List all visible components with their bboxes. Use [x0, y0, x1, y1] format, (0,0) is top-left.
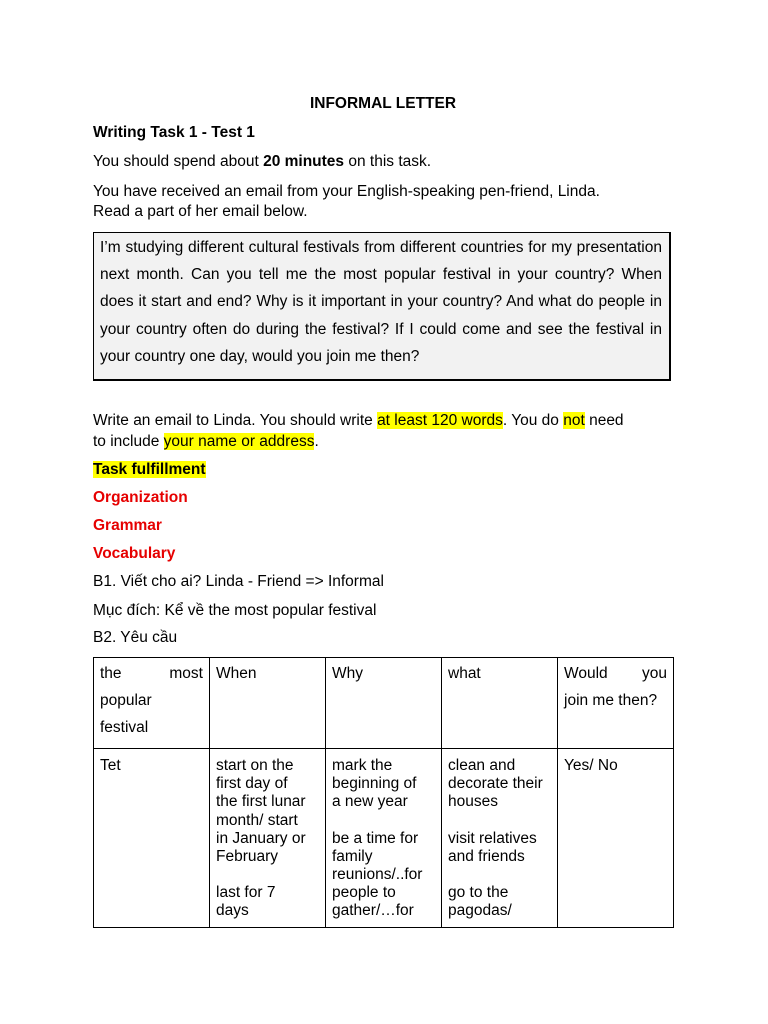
- table-row: [94, 749, 674, 928]
- table-header-row: [94, 658, 674, 749]
- cell-what: clean and decorate their houses visit relatives and friends go to the pagodas/: [442, 749, 558, 928]
- highlight-word-count: at least 120 words: [377, 412, 503, 429]
- criterion-grammar: Grammar: [93, 517, 162, 534]
- criterion-organization: Organization: [93, 489, 188, 506]
- cell-festival: Tet: [94, 749, 210, 928]
- requirements-table: [93, 657, 674, 928]
- email-excerpt-box: [93, 232, 671, 381]
- highlight-not: not: [563, 412, 585, 429]
- highlight-name-address: your name or address: [163, 433, 315, 450]
- document-title: INFORMAL LETTER: [309, 95, 457, 112]
- criterion-vocabulary: Vocabulary: [93, 545, 176, 562]
- instruction-line-2: to include your name or address.: [93, 433, 319, 450]
- cell-join: Yes/ No: [558, 749, 674, 928]
- time-amount: 20 minutes: [263, 153, 345, 170]
- header-festival: the most popular festival: [94, 658, 210, 749]
- intro-line-2: Read a part of her email below.: [93, 203, 308, 220]
- header-when: When: [210, 658, 326, 749]
- cell-why: mark the beginning of a new year be a time for family reunions/..for people to gather/…for: [326, 749, 442, 928]
- email-excerpt-text: I’m studying different cultural festivals from different countries for my presentation next month. Can you tell me the most popular festival in your country? When does it start and end? Why is it important in your country? And what do people in your country often do during the festival? If I could come and see the festival in your country one day, would you join me then?: [100, 239, 662, 365]
- step-purpose: Mục đích: Kể về the most popular festival: [93, 602, 377, 619]
- time-instruction: You should spend about 20 minutes on this task.: [93, 153, 432, 170]
- header-join: Would you join me then?: [558, 658, 674, 749]
- header-why: Why: [326, 658, 442, 749]
- task-heading: Writing Task 1 - Test 1: [93, 124, 255, 141]
- step-b2: B2. Yêu cầu: [93, 629, 178, 646]
- cell-when: start on the first day of the first lunar month/ start in January or February last for 7 days: [210, 749, 326, 928]
- intro-line-1: You have received an email from your English-speaking pen-friend, Linda.: [93, 183, 600, 200]
- instruction-line-1: Write an email to Linda. You should write at least 120 words. You do not need: [93, 412, 624, 429]
- criterion-task-fulfillment: Task fulfillment: [93, 461, 206, 478]
- header-what: what: [442, 658, 558, 749]
- step-b1: B1. Viết cho ai? Linda - Friend => Informal: [93, 573, 384, 590]
